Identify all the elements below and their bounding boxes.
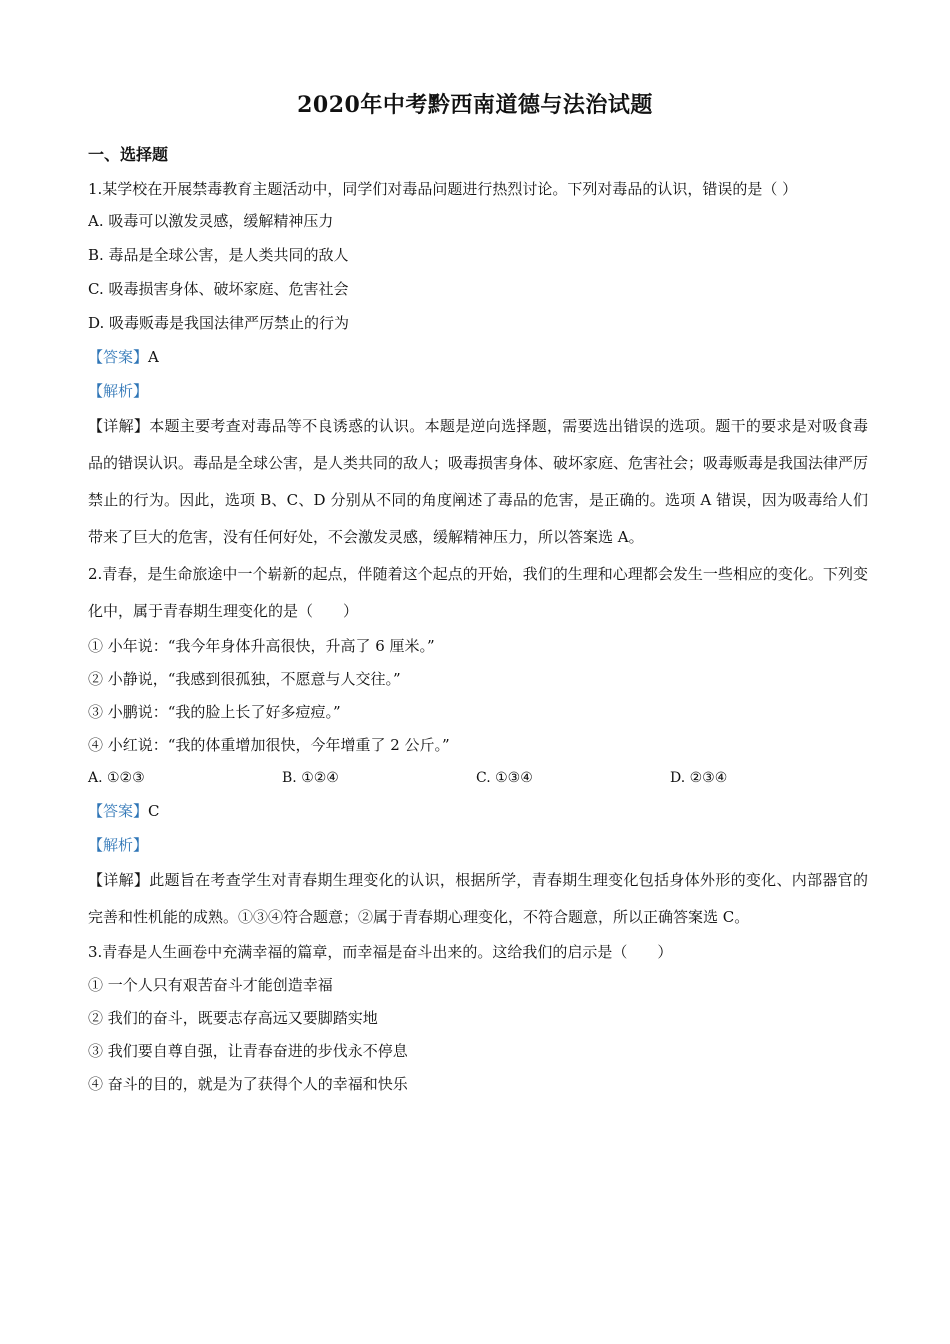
answer-value: C — [148, 802, 160, 820]
detail-text: 此题旨在考查学生对青春期生理变化的认识，根据所学，青春期生理变化包括身体外形的变化、内部器官的完善和性机能的成熟。①③④符合题意；②属于青春期心理变化，不符合题意，所以正确答案选 C。 — [88, 871, 868, 926]
detail-tag: 【详解】 — [88, 417, 150, 435]
answer-tag: 【答案】 — [88, 348, 149, 366]
answer-tag: 【答案】 — [88, 802, 149, 820]
q3-item-2: ② 我们的奋斗，既要志存高远又要脚踏实地 — [88, 1009, 378, 1027]
document-body — [88, 142, 868, 1101]
q1-option-d: D. 吸毒贩毒是我国法律严厉禁止的行为 — [88, 314, 350, 332]
detail-text: 本题主要考查对毒品等不良诱惑的认识。本题是逆向选择题，需要选出错误的选项。题干的要求是对吸食毒品的错误认识。毒品是全球公害，是人类共同的敌人；吸毒损害身体、破坏家庭、危害社会；吸毒贩毒是我国法律严厉禁止的行为。因此，选项 B、C、D 分别从不同的角度阐述了毒品的危害，是正确的。选项 A 错误，因为吸毒给人们带来了巨大的危害，没有任何好处，不会激发灵感，缓解精神压力，所以答案选 A。 — [88, 417, 869, 546]
q2-option-b: B. ①②④ — [282, 770, 339, 786]
q1-option-b: B. 毒品是全球公害，是人类共同的敌人 — [88, 246, 349, 264]
q3-item-4: ④ 奋斗的目的，就是为了获得个人的幸福和快乐 — [88, 1075, 408, 1093]
q2-option-d: D. ②③④ — [670, 770, 728, 786]
q1-answer — [88, 340, 868, 374]
q2-option-c: C. ①③④ — [476, 770, 533, 786]
q3-item-1: ① 一个人只有艰苦奋斗才能创造幸福 — [88, 976, 333, 994]
q2-detail — [88, 862, 868, 936]
question-2-stem: 2.青春，是生命旅途中一个崭新的起点，伴随着这个起点的开始，我们的生理和心理都会发生一些相应的变化。下列变化中，属于青春期生理变化的是（ ） — [88, 565, 868, 620]
question-3-stem: 3.青春是人生画卷中充满幸福的篇章，而幸福是奋斗出来的。这给我们的启示是（ ） — [88, 943, 673, 961]
q2-analysis — [88, 828, 868, 862]
page-title: 2020年中考黔西南道德与法治试题 — [297, 92, 653, 118]
question-1-stem: 1.某学校在开展禁毒教育主题活动中，同学们对毒品问题进行热烈讨论。下列对毒品的认识，错误的是（ ） — [88, 180, 798, 198]
detail-tag: 【详解】 — [88, 871, 150, 889]
q1-option-a: A. 吸毒可以激发灵感，缓解精神压力 — [88, 212, 334, 230]
q2-item-1: ① 小年说：“我今年身体升高很快，升高了 6 厘米。” — [88, 637, 435, 655]
q3-item-3: ③ 我们要自尊自强，让青春奋进的步伐永不停息 — [88, 1042, 408, 1060]
q1-option-c: C. 吸毒损害身体、破坏家庭、危害社会 — [88, 280, 349, 298]
q1-analysis — [88, 374, 868, 408]
q2-item-2: ② 小静说，“我感到很孤独，不愿意与人交往。” — [88, 670, 401, 688]
section-heading: 一、选择题 — [88, 145, 169, 164]
analysis-tag: 【解析】 — [88, 382, 149, 400]
analysis-tag: 【解析】 — [88, 836, 149, 854]
answer-value: A — [148, 348, 159, 366]
q2-option-a: A. ①②③ — [88, 770, 145, 786]
q2-answer — [88, 794, 868, 828]
q2-options — [88, 762, 868, 794]
q1-detail — [88, 408, 868, 556]
q2-item-3: ③ 小鹏说：“我的脸上长了好多痘痘。” — [88, 703, 341, 721]
q2-item-4: ④ 小红说：“我的体重增加很快，今年增重了 2 公斤。” — [88, 736, 450, 754]
